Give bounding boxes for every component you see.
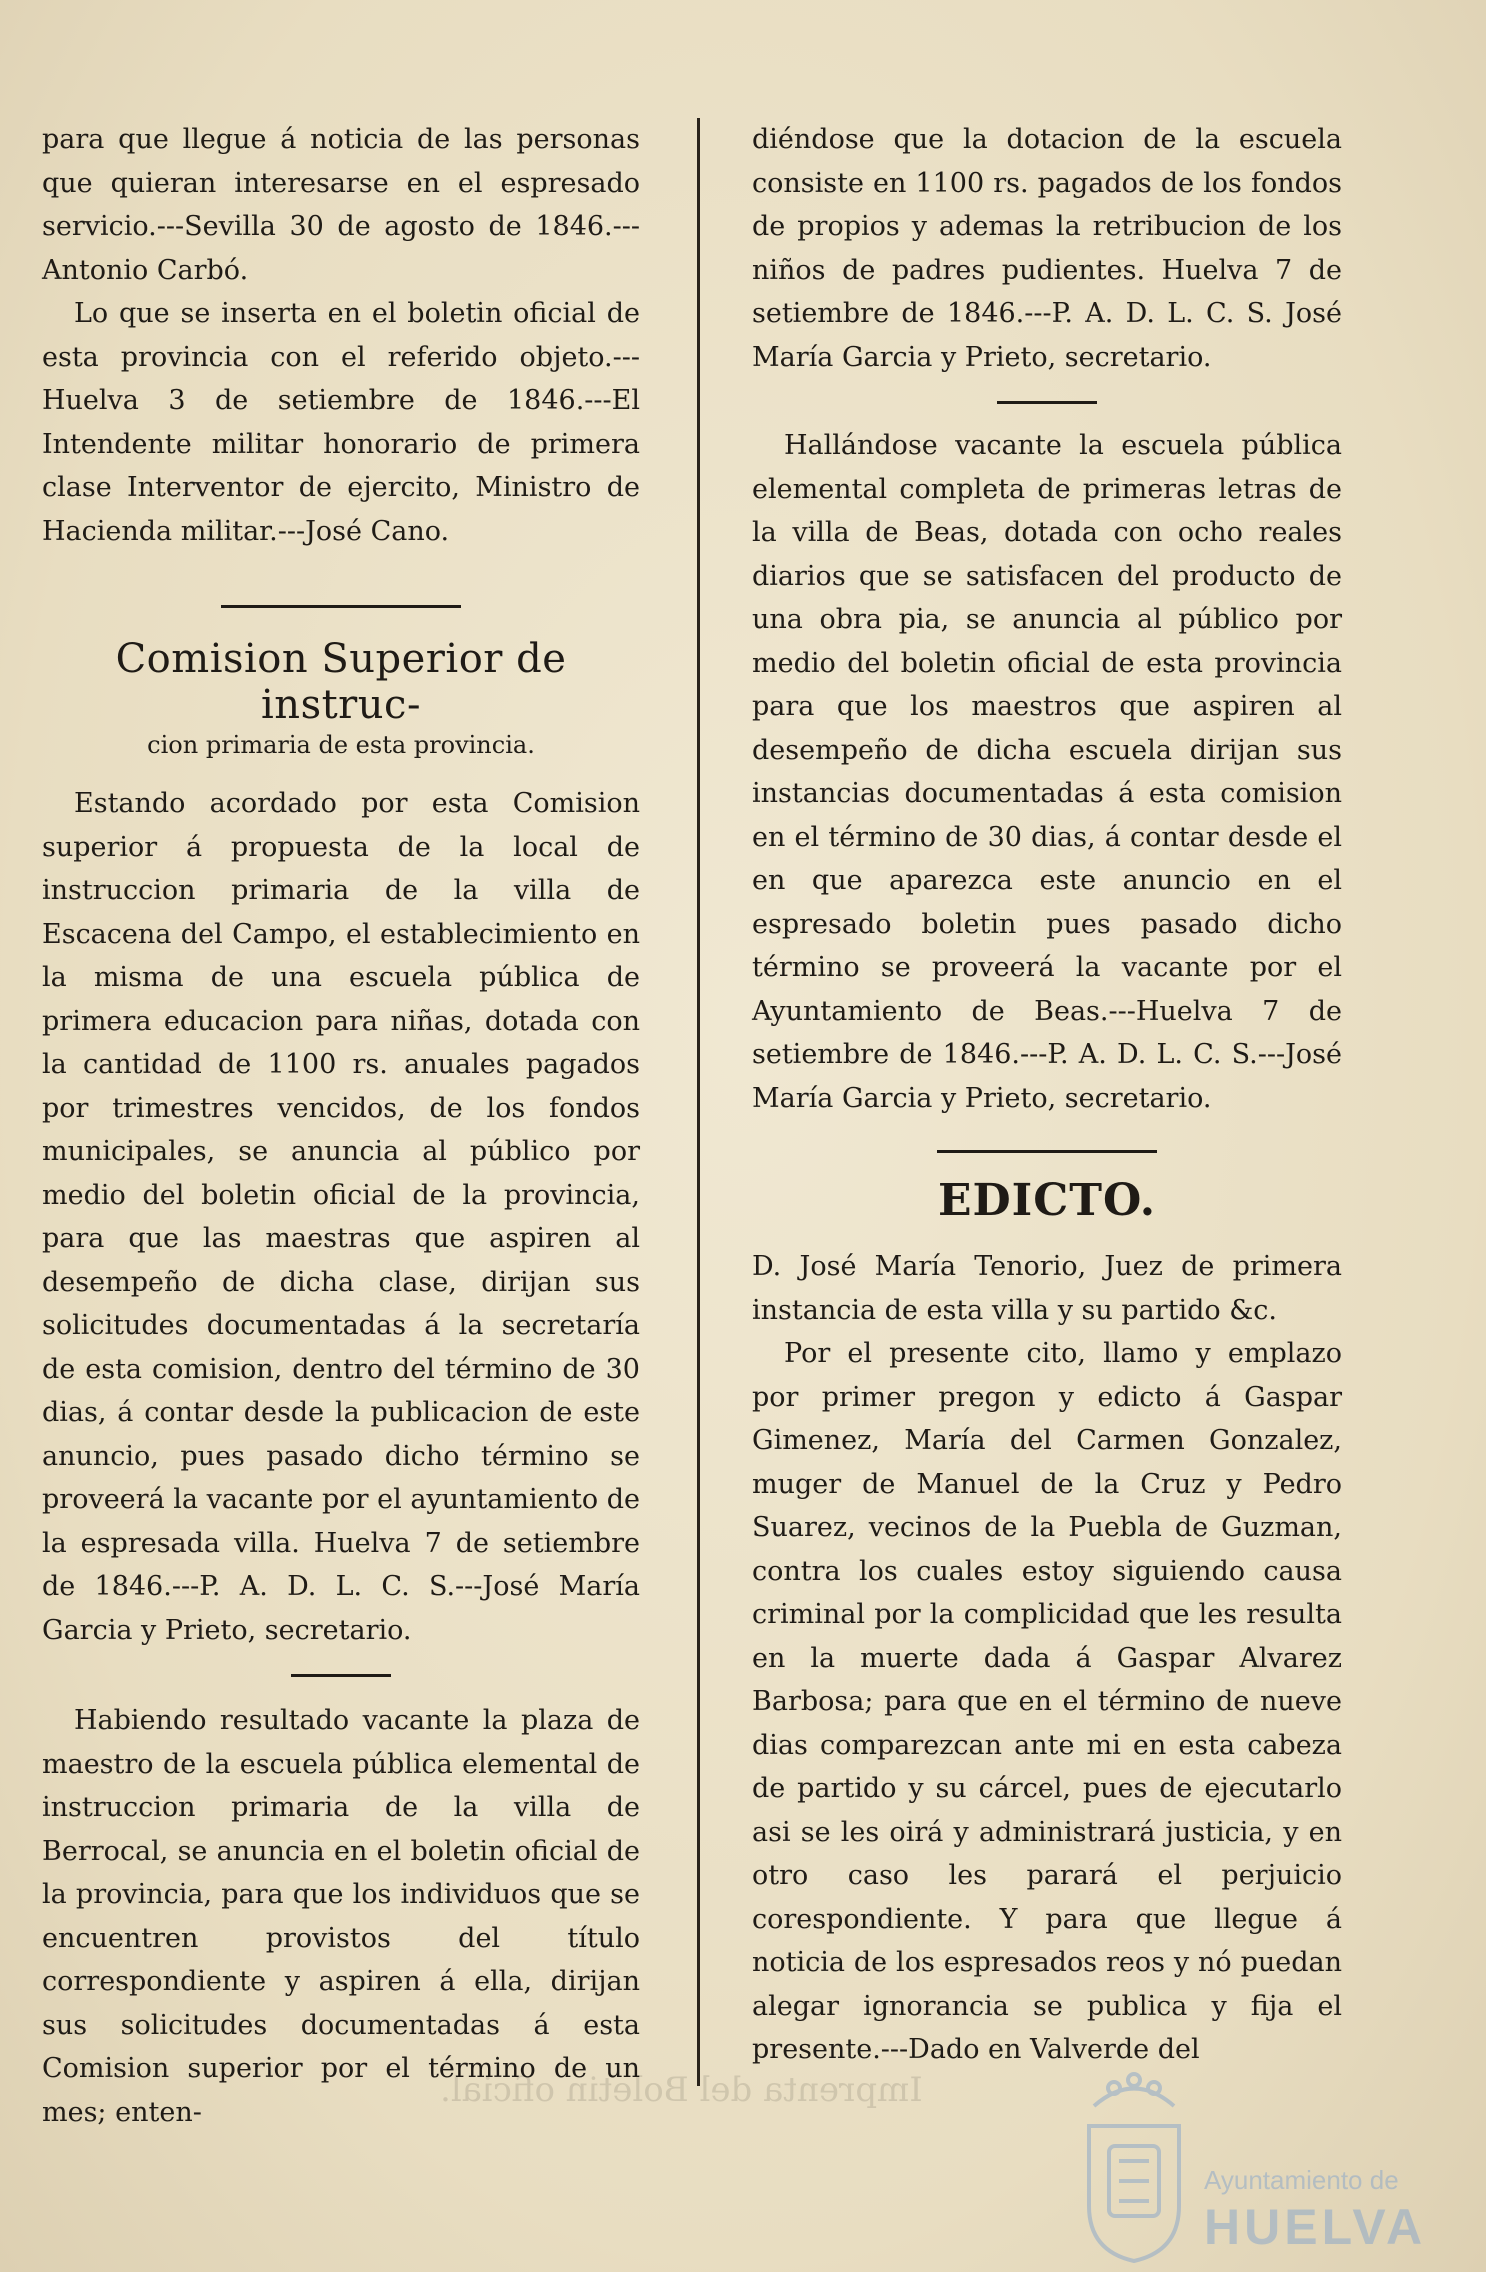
bleed-through-text: Imprenta del Boletin oficial. (440, 2070, 923, 2110)
left-paragraph-4: Habiendo resultado vacante la plaza de maestro de la escuela pública elemental de instruccion primaria de la villa de Berrocal, se anuncia en el boletin oficial de la provincia, para que los individuos que se encuentren provistos del título correspondiente y aspiren á ella, dirijan sus solicitudes documentadas á esta Comision superior por el término de un mes; enten- (42, 1705, 640, 2128)
shield-icon (1074, 2066, 1194, 2266)
edicto-judge-line: D. José María Tenorio, Juez de primera instancia de esta villa y su partido &c. (752, 1251, 1342, 1326)
left-paragraph-1: para que llegue á noticia de las personas que quieran interesarse en el espresado servicio.---Sevilla 30 de agosto de 1846.---Antonio Carbó. (42, 124, 640, 286)
watermark-line-2: HUELVA (1204, 2199, 1427, 2255)
watermark-line-1: Ayuntamiento de (1204, 2165, 1399, 2195)
section-heading: Comision Superior de instruc- (115, 636, 567, 728)
left-paragraph-3: Estando acordado por esta Comision superior á propuesta de la local de instruccion primaria de la villa de Escacena del Campo, el establecimiento en la misma de una escuela pública de primera educacion para niñas, dotada con la cantidad de 1100 rs. anuales pagados por trimestres vencidos, de los fondos municipales, se anuncia al público por medio del boletin oficial de la provincia, para que las maestras que aspiren al desempeño de dicha clase, dirijan sus solicitudes documentadas á la secretaría de esta comision, dentro del término de 30 dias, á contar desde la publicacion de este anuncio, pues pasado dicho término se proveerá la vacante por el ayuntamiento de la espresada villa. Huelva 7 de setiembre de 1846.---P. A. D. L. C. S.---José María Garcia y Prieto, secretario. (42, 788, 640, 1646)
right-paragraph-1: diéndose que la dotacion de la escuela consiste en 1100 rs. pagados de los fondos de propios y ademas la retribucion de los niños de padres pudientes. Huelva 7 de setiembre de 1846.---P. A. D. L. C. S. José María Garcia y Prieto, secretario. (752, 124, 1342, 373)
left-column (42, 118, 640, 2134)
column-divider (697, 118, 700, 2086)
section-subheading: cion primaria de esta provincia. (147, 731, 535, 759)
section-rule (221, 605, 461, 608)
left-paragraph-2: Lo que se inserta en el boletin oficial de esta provincia con el referido objeto.---Huelva 3 de setiembre de 1846.---El Intendente militar honorario de primera clase Interventor de ejercito, Ministro de Hacienda militar.---José Cano. (42, 298, 640, 547)
right-paragraph-2: Hallándose vacante la escuela pública elemental completa de primeras letras de la villa de Beas, dotada con ocho reales diarios que se satisfacen del producto de una obra pia, se anuncia al público por medio del boletin oficial de esta provincia para que los maestros que aspiren al desempeño de dicha escuela dirijan sus instancias documentadas á esta comision en el término de 30 dias, á contar desde el en que aparezca este anuncio en el espresado boletin pues pasado dicho término se proveerá la vacante por el Ayuntamiento de Beas.---Huelva 7 de setiembre de 1846.---P. A. D. L. C. S.---José María Garcia y Prieto, secretario. (752, 430, 1342, 1114)
section-rule (937, 1150, 1157, 1153)
right-column (752, 118, 1342, 2072)
edicto-body: Por el presente cito, llamo y emplazo por primer pregon y edicto á Gaspar Gimenez, María del Carmen Gonzalez, muger de Manuel de la Cruz y Pedro Suarez, vecinos de la Puebla de Guzman, contra los cuales estoy siguiendo causa criminal por la complicidad que les resulta en la muerte dada á Gaspar Alvarez Barbosa; para que en el término de nueve dias comparezcan ante mi en esta cabeza de partido y su cárcel, pues de ejecutarlo asi se les oirá y administrará justicia, y en otro caso les parará el perjuicio corespondiente. Y para que llegue á noticia de los espresados reos y nó puedan alegar ignorancia se publica y fija el presente.---Dado en Valverde del (752, 1338, 1342, 2065)
huelva-watermark (1074, 2066, 1427, 2266)
short-rule (997, 401, 1097, 404)
short-rule (291, 1674, 391, 1677)
edicto-title: EDICTO. (937, 1175, 1157, 1226)
